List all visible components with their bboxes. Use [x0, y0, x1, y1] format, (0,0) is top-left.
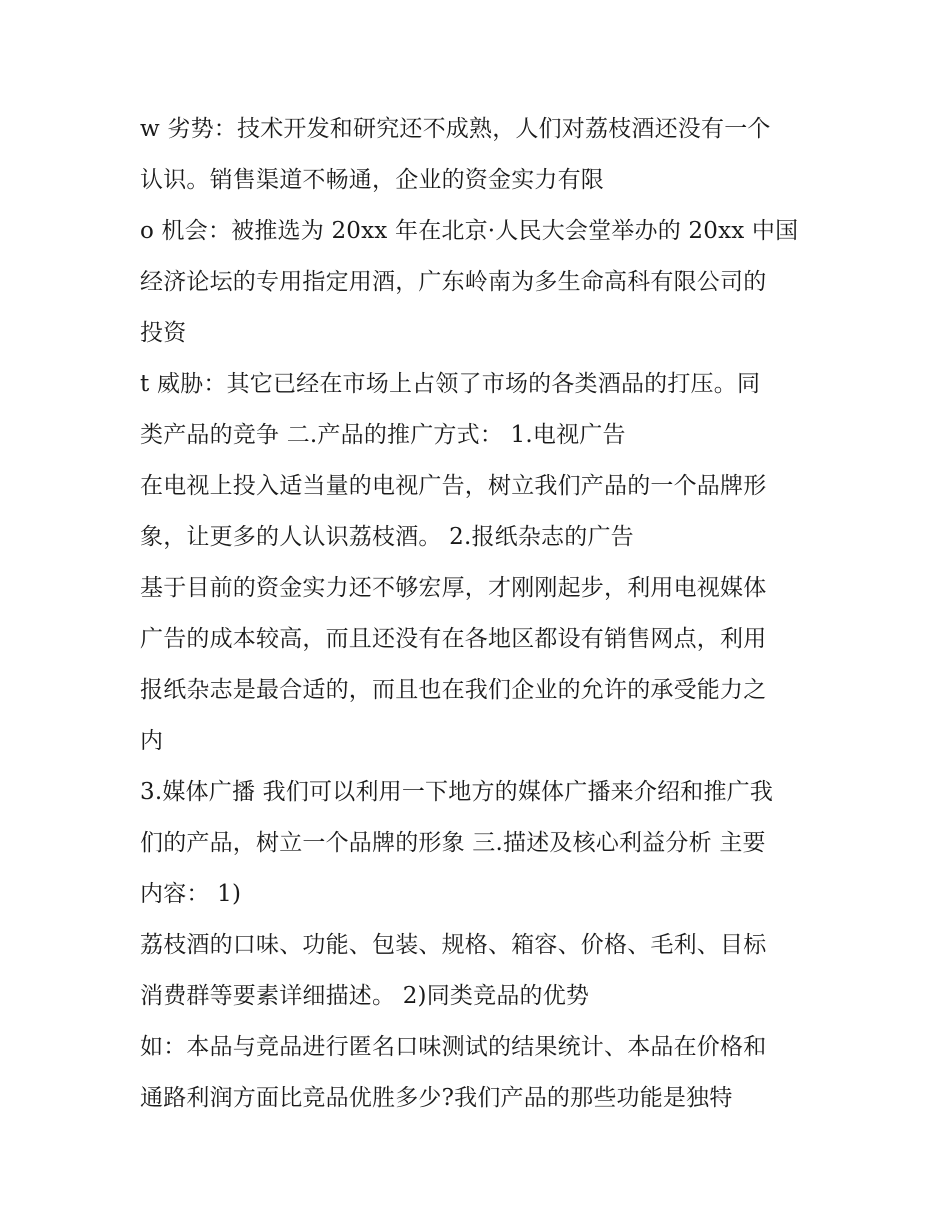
text-line: 3.媒体广播 我们可以利用一下地方的媒体广播来介绍和推广我: [140, 779, 774, 805]
text-line: 投资: [140, 320, 187, 346]
text-line: 类产品的竞争 二.产品的推广方式： 1.电视广告: [140, 422, 626, 448]
text-line: 基于目前的资金实力还不够宏厚，才刚刚起步，利用电视媒体: [140, 575, 767, 601]
text-line: o 机会：被推选为 20xx 年在北京·人民大会堂举办的 20xx 中国: [140, 218, 799, 244]
text-line: t 威胁：其它已经在市场上占领了市场的各类酒品的打压。同: [140, 371, 761, 397]
text-line: w 劣势：技术开发和研究还不成熟，人们对荔枝酒还没有一个: [140, 116, 771, 142]
text-line: 在电视上投入适当量的电视广告，树立我们产品的一个品牌形: [140, 473, 767, 499]
text-line: 通路利润方面比竞品优胜多少?我们产品的那些功能是独特: [140, 1085, 733, 1111]
text-line: 广告的成本较高，而且还没有在各地区都设有销售网点，利用: [140, 626, 767, 652]
text-line: 经济论坛的专用指定用酒，广东岭南为多生命高科有限公司的: [140, 269, 767, 295]
document-body: [140, 104, 830, 1124]
text-line: 内容： 1): [140, 881, 242, 907]
text-line: 如：本品与竞品进行匿名口味测试的结果统计、本品在价格和: [140, 1034, 767, 1060]
text-line: 象，让更多的人认识荔枝酒。 2.报纸杂志的广告: [140, 524, 634, 550]
text-line: 内: [140, 728, 164, 754]
text-line: 消费群等要素详细描述。 2)同类竞品的优势: [140, 983, 590, 1009]
text-line: 荔枝酒的口味、功能、包装、规格、箱容、价格、毛利、目标: [140, 932, 767, 958]
text-line: 们的产品，树立一个品牌的形象 三.描述及核心利益分析 主要: [140, 830, 766, 856]
text-line: 报纸杂志是最合适的，而且也在我们企业的允许的承受能力之: [140, 677, 767, 703]
text-line: 认识。销售渠道不畅通，企业的资金实力有限: [140, 167, 604, 193]
